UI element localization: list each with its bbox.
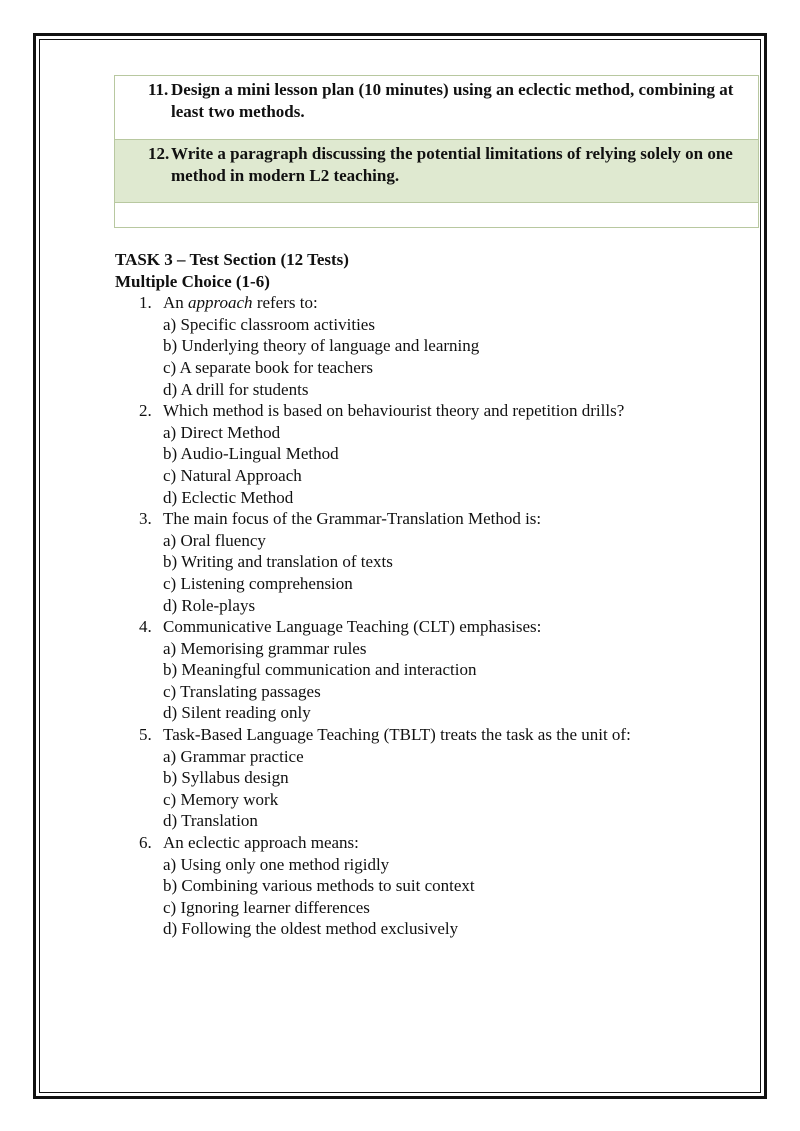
answer-option: c) Natural Approach bbox=[163, 465, 302, 485]
question-number: 6. bbox=[139, 833, 152, 853]
answer-option: c) Memory work bbox=[163, 789, 279, 809]
question-text: The main focus of the Grammar-Translation Method is: bbox=[163, 509, 542, 529]
question-item bbox=[115, 616, 631, 638]
answer-option: b) Writing and translation of texts bbox=[163, 552, 393, 572]
answer-option: b) Combining various methods to suit context bbox=[163, 876, 475, 896]
answer-option: b) Meaningful communication and interaction bbox=[163, 660, 477, 680]
answer-option: c) A separate book for teachers bbox=[163, 357, 374, 377]
item-number: 11. bbox=[148, 80, 169, 99]
task-table bbox=[114, 75, 759, 228]
table-row-empty bbox=[115, 203, 758, 227]
answer-option: d) Role-plays bbox=[163, 595, 256, 615]
question-number: 2. bbox=[139, 401, 152, 421]
answer-option: a) Oral fluency bbox=[163, 530, 266, 550]
question-emphasis: approach bbox=[188, 293, 253, 313]
answer-option: d) Translation bbox=[163, 811, 258, 831]
answer-option: c) Ignoring learner differences bbox=[163, 897, 370, 917]
question-text: Which method is based on behaviourist theory and repetition drills? bbox=[163, 401, 625, 421]
question-text-end: refers to: bbox=[252, 293, 318, 313]
task-subtitle: Multiple Choice (1-6) bbox=[115, 271, 270, 291]
question-number: 5. bbox=[139, 725, 152, 745]
answer-option: a) Using only one method rigidly bbox=[163, 854, 390, 874]
question-text: Task-Based Language Teaching (TBLT) treats the task as the unit of: bbox=[163, 725, 631, 745]
question-item bbox=[115, 832, 631, 854]
question-number: 3. bbox=[139, 509, 152, 529]
answer-option: c) Translating passages bbox=[163, 681, 321, 701]
answer-option: a) Specific classroom activities bbox=[163, 314, 375, 334]
item-text: Design a mini lesson plan (10 minutes) using an eclectic method, combining at least two methods. bbox=[171, 80, 734, 121]
question-item bbox=[115, 508, 631, 530]
question-list bbox=[115, 292, 631, 940]
test-section bbox=[115, 249, 631, 940]
question-item bbox=[115, 724, 631, 746]
answer-option: d) Following the oldest method exclusively bbox=[163, 919, 459, 939]
answer-option: b) Audio-Lingual Method bbox=[163, 444, 339, 464]
answer-option: b) Syllabus design bbox=[163, 768, 289, 788]
question-text: An eclectic approach means: bbox=[163, 833, 359, 853]
table-row bbox=[115, 140, 758, 203]
answer-option: a) Direct Method bbox=[163, 422, 281, 442]
question-item bbox=[115, 292, 631, 314]
answer-option: c) Listening comprehension bbox=[163, 573, 353, 593]
question-text: Communicative Language Teaching (CLT) emphasises: bbox=[163, 617, 542, 637]
task-title: TASK 3 – Test Section (12 Tests) bbox=[115, 250, 349, 269]
item-text: Write a paragraph discussing the potential limitations of relying solely on one method in modern L2 teaching. bbox=[171, 144, 733, 185]
answer-option: d) Silent reading only bbox=[163, 703, 311, 723]
item-number: 12. bbox=[148, 144, 170, 163]
answer-option: d) A drill for students bbox=[163, 379, 309, 399]
answer-option: a) Grammar practice bbox=[163, 746, 304, 766]
question-number: 4. bbox=[139, 617, 152, 637]
question-text: An bbox=[163, 293, 189, 313]
answer-option: d) Eclectic Method bbox=[163, 487, 294, 507]
answer-option: a) Memorising grammar rules bbox=[163, 638, 367, 658]
table-row bbox=[115, 76, 758, 140]
question-item bbox=[115, 400, 631, 422]
answer-option: b) Underlying theory of language and learning bbox=[163, 336, 480, 356]
question-number: 1. bbox=[139, 293, 152, 313]
